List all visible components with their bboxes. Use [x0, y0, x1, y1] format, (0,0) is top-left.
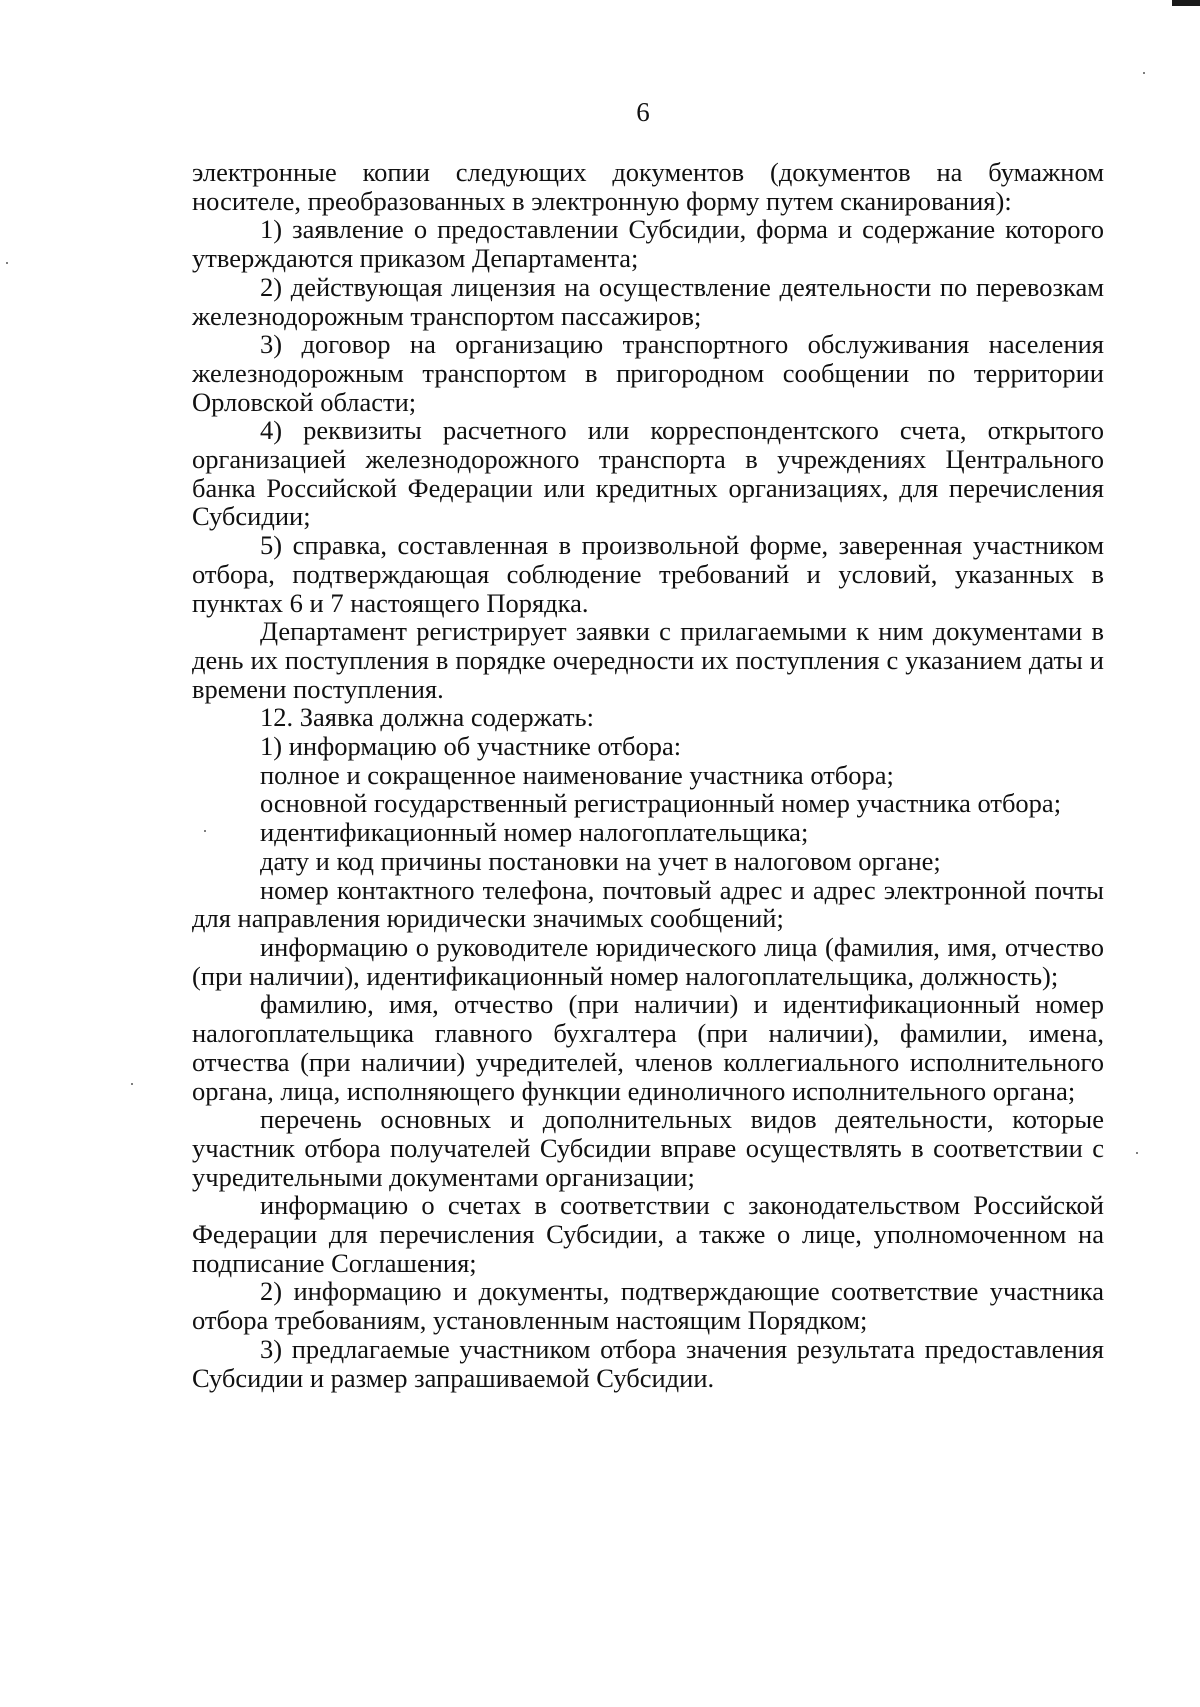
paragraph: 2) информацию и документы, подтверждающие соответствие участника отбора требованиям, установленным настоящим Порядком; [192, 1276, 1104, 1336]
scan-speck [1143, 72, 1145, 74]
document-body [192, 158, 1104, 1392]
page-number: 6 [636, 97, 650, 127]
paragraph: полное и сокращенное наименование участника отбора; [260, 759, 894, 790]
paragraph: электронные копии следующих документов (документов на бумажном носителе, преобразованных в электронную форму путем сканирования): [192, 157, 1104, 216]
paragraph: 5) справка, составленная в произвольной форме, заверенная участником отбора, подтверждающая соблюдение требований и условий, указанных в пунктах 6 и 7 настоящего Порядка. [192, 530, 1104, 618]
paragraph: информацию о руководителе юридического лица (фамилия, имя, отчество (при наличии), идентификационный номер налогоплательщика, должность); [192, 931, 1104, 991]
scan-speck [131, 1083, 133, 1085]
paragraph: 1) информацию об участнике отбора: [260, 731, 682, 762]
paragraph: 2) действующая лицензия на осуществление деятельности по перевозкам железнодорожным транспортом пассажиров; [192, 271, 1104, 331]
paragraph: фамилию, имя, отчество (при наличии) и идентификационный номер налогоплательщика главного бухгалтера (при наличии), фамилии, имена, отчества (при наличии) учредителей, членов коллегиального исполнительного органа, лица, исполняющего функции единоличного исполнительного органа; [192, 989, 1104, 1106]
paragraph: дату и код причины постановки на учет в налоговом органе; [260, 845, 941, 876]
paragraph: 12. Заявка должна содержать: [260, 702, 594, 733]
paragraph: номер контактного телефона, почтовый адрес и адрес электронной почты для направления юридически значимых сообщений; [192, 874, 1104, 934]
scan-speck [6, 262, 8, 264]
paragraph: 3) предлагаемые участником отбора значения результата предоставления Субсидии и размер запрашиваемой Субсидии. [192, 1333, 1104, 1393]
scan-speck [1136, 1152, 1138, 1154]
paragraph: 4) реквизиты расчетного или корреспондентского счета, открытого организацией железнодорожного транспорта в учреждениях Центрального банка Российской Федерации или кредитных организациях, для перечисления Субсидии; [192, 415, 1104, 532]
scan-corner-mark [1172, 0, 1200, 6]
paragraph: перечень основных и дополнительных видов деятельности, которые участник отбора получателей Субсидии вправе осуществлять в соответствии с учредительными документами организации; [192, 1104, 1104, 1192]
paragraph: 3) договор на организацию транспортного обслуживания населения железнодорожным транспортом в пригородном сообщении по территории Орловской области; [192, 329, 1104, 417]
paragraph: идентификационный номер налогоплательщика; [260, 817, 809, 848]
paragraph: 1) заявление о предоставлении Субсидии, форма и содержание которого утверждаются приказом Департамента; [192, 214, 1104, 274]
paragraph: информацию о счетах в соответствии с законодательством Российской Федерации для перечисления Субсидии, а также о лице, уполномоченном на подписание Соглашения; [192, 1190, 1104, 1278]
paragraph: основной государственный регистрационный номер участника отбора; [260, 788, 1062, 819]
paragraph: Департамент регистрирует заявки с прилагаемыми к ним документами в день их поступления в порядке очередности их поступления с указанием даты и времени поступления. [192, 616, 1104, 704]
